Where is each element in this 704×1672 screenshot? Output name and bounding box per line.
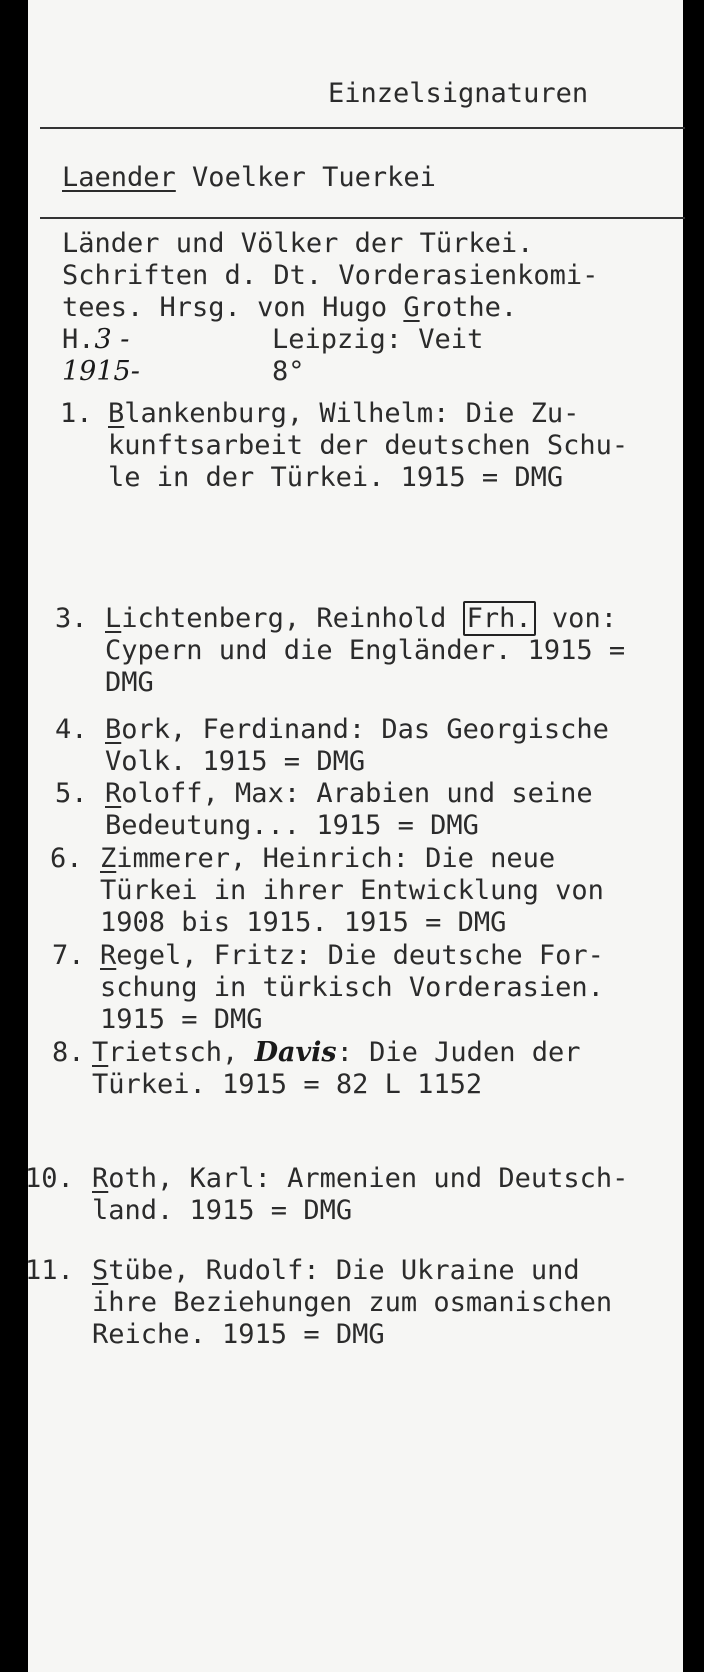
entry-number: 5.	[55, 778, 88, 809]
entry-line: Trietsch, Davis: Die Juden der	[92, 1037, 581, 1068]
entry-number: 6.	[50, 843, 83, 874]
entry-initial: S	[92, 1255, 109, 1286]
entry-number: 10.	[25, 1163, 74, 1194]
entry-line: DMG	[105, 667, 154, 698]
bib-line-2: Schriften d. Dt. Vorderasienkomi-	[62, 260, 599, 291]
bib-place: Leipzig: Veit	[272, 324, 484, 355]
entry-line: Roth, Karl: Armenien und Deutsch-	[92, 1163, 629, 1194]
bib-line-3: tees. Hrsg. von Hugo Grothe.	[62, 292, 518, 323]
card-header: Einzelsignaturen	[328, 78, 589, 109]
entry-line: Roloff, Max: Arabien und seine	[105, 778, 593, 809]
entry-line: Türkei in ihrer Entwicklung von	[100, 875, 604, 906]
entry-line: Stübe, Rudolf: Die Ukraine und	[92, 1255, 580, 1286]
bib-format: 8°	[272, 356, 305, 387]
entry-line: Reiche. 1915 = DMG	[92, 1319, 385, 1350]
entry-initial: R	[105, 778, 122, 809]
entry-initial: L	[105, 603, 122, 634]
entry-number: 1.	[60, 398, 93, 429]
volume-handwritten: 3 -	[94, 324, 130, 355]
entry-line: Cypern und die Engländer. 1915 =	[105, 635, 626, 666]
entry-number: 7.	[52, 940, 85, 971]
series-key: Laender Voelker Tuerkei	[62, 162, 436, 193]
entry-line: Zimmerer, Heinrich: Die neue	[100, 843, 556, 874]
header-rule	[40, 127, 685, 129]
entry-line: ihre Beziehungen zum osmanischen	[92, 1287, 613, 1318]
entry-initial: R	[100, 940, 117, 971]
entry-number: 3.	[55, 603, 88, 634]
entry-line: land. 1915 = DMG	[92, 1195, 353, 1226]
handwritten-name: Davis	[254, 1037, 337, 1068]
entry-line: Blankenburg, Wilhelm: Die Zu-	[108, 398, 580, 429]
entry-line: Türkei. 1915 = 82 L 1152	[92, 1069, 483, 1100]
entry-line: Bork, Ferdinand: Das Georgische	[105, 714, 609, 745]
entry-number: 11.	[25, 1255, 74, 1286]
entry-line: schung in türkisch Vorderasien.	[100, 972, 604, 1003]
series-rule	[40, 217, 685, 219]
bib-volume: H.3 -	[62, 324, 130, 355]
entry-line: kunftsarbeit der deutschen Schu-	[108, 430, 629, 461]
entry-initial: T	[92, 1037, 109, 1068]
entry-line: Regel, Fritz: Die deutsche For-	[100, 940, 604, 971]
entry-line: Bedeutung... 1915 = DMG	[105, 810, 479, 841]
year-handwritten: 1915-	[62, 356, 140, 387]
entry-initial: Z	[100, 843, 117, 874]
entry-line: le in der Türkei. 1915 = DMG	[108, 462, 564, 493]
entry-line: 1908 bis 1915. 1915 = DMG	[100, 907, 507, 938]
scan-edge	[683, 378, 704, 1672]
entry-line: Volk. 1915 = DMG	[105, 746, 366, 777]
entry-initial: R	[92, 1163, 109, 1194]
entry-line: 1915 = DMG	[100, 1004, 263, 1035]
entry-number: 4.	[55, 714, 88, 745]
entry-initial: B	[105, 714, 122, 745]
entry-line: Lichtenberg, Reinhold Frh. von:	[105, 603, 617, 634]
bracketed-note: Frh.	[463, 601, 536, 636]
bib-line-1: Länder und Völker der Türkei.	[62, 228, 534, 259]
entry-number: 8.	[52, 1037, 85, 1068]
entry-initial: B	[108, 398, 125, 429]
